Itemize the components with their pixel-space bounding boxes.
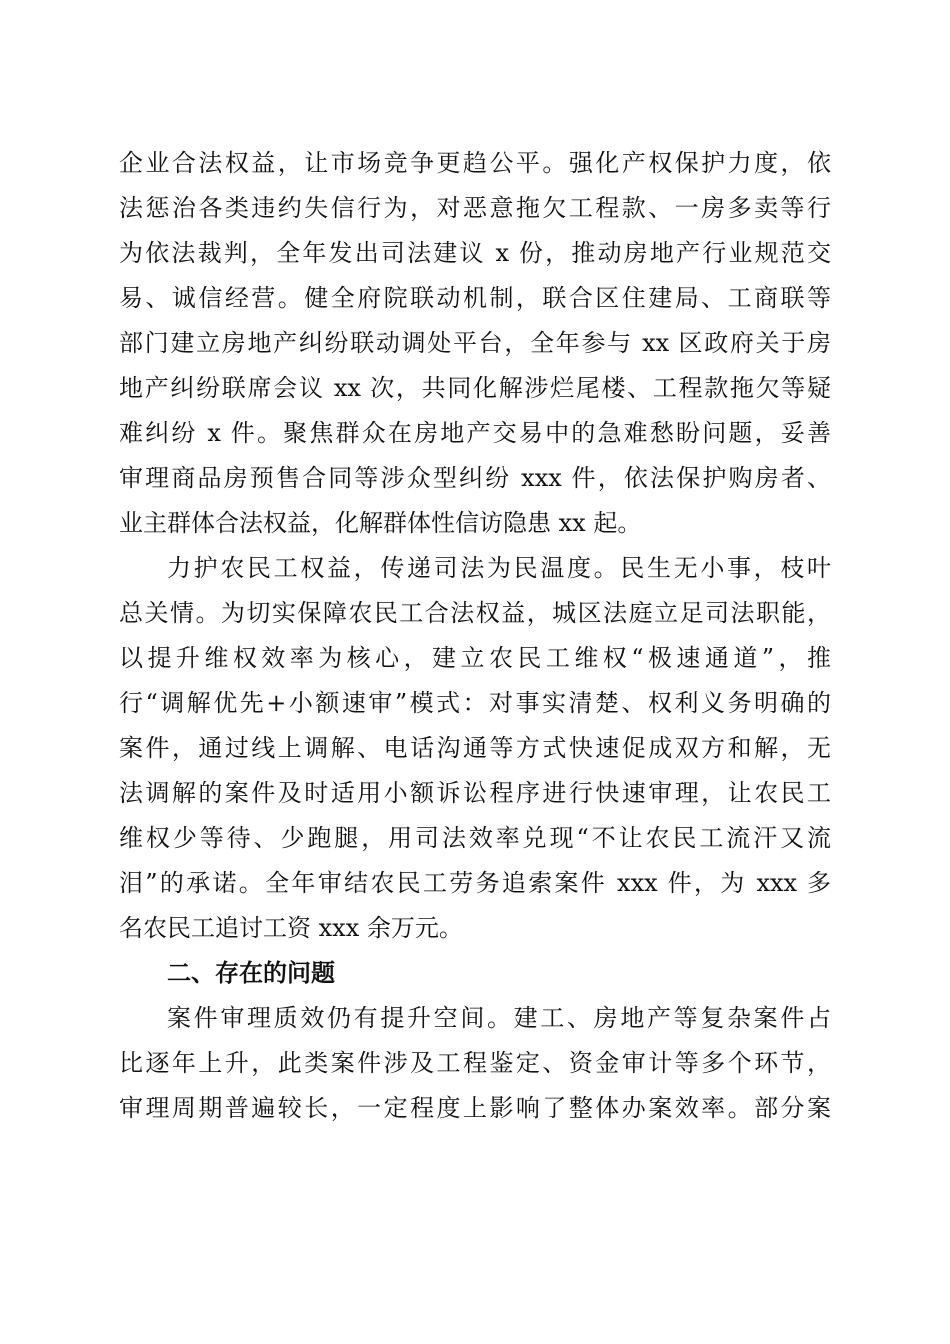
text-line: 部门建立房地产纠纷联动调处平台，全年参与 xx 区政府关于房	[119, 329, 831, 357]
document-body	[119, 141, 831, 1131]
text-line: 为依法裁判，全年发出司法建议 x 份，推动房地产行业规范交	[119, 239, 831, 267]
text-line: 总关情。为切实保障农民工合法权益，城区法庭立足司法职能，	[119, 599, 831, 627]
paragraph-existing-problems	[119, 996, 831, 1131]
paragraph-migrant-workers	[119, 546, 831, 951]
text-line: 维权少等待、少跑腿，用司法效率兑现“不让农民工流汗又流	[119, 824, 831, 852]
text-line: 法惩治各类违约失信行为，对恶意拖欠工程款、一房多卖等行	[119, 194, 831, 222]
text-line: 以提升维权效率为核心，建立农民工维权“极速通道”，推	[119, 644, 831, 672]
text-line: 审理周期普遍较长，一定程度上影响了整体办案效率。部分案	[119, 1094, 831, 1122]
text-line: 行“调解优先+小额速审”模式：对事实清楚、权利义务明确的	[119, 689, 831, 717]
text-line: 案件审理质效仍有提升空间。建工、房地产等复杂案件占	[167, 1004, 831, 1032]
text-line: 泪”的承诺。全年审结农民工劳务追索案件 xxx 件，为 xxx 多	[119, 869, 831, 897]
text-line: 比逐年上升，此类案件涉及工程鉴定、资金审计等多个环节，	[119, 1049, 831, 1077]
text-line: 法调解的案件及时适用小额诉讼程序进行快速审理，让农民工	[119, 779, 831, 807]
text-line: 力护农民工权益，传递司法为民温度。民生无小事，枝叶	[167, 554, 831, 582]
text-line: 案件，通过线上调解、电话沟通等方式快速促成双方和解，无	[119, 734, 831, 762]
text-line: 企业合法权益，让市场竞争更趋公平。强化产权保护力度，依	[119, 149, 831, 177]
paragraph-property-rights	[119, 141, 831, 546]
section-heading: 二、存在的问题	[167, 959, 335, 987]
text-line: 名农民工追讨工资 xxx 余万元。	[119, 914, 463, 942]
text-line: 难纠纷 x 件。聚焦群众在房地产交易中的急难愁盼问题，妥善	[119, 419, 831, 447]
text-line: 业主群体合法权益，化解群体性信访隐患 xx 起。	[119, 509, 642, 537]
text-line: 地产纠纷联席会议 xx 次，共同化解涉烂尾楼、工程款拖欠等疑	[119, 374, 831, 402]
text-line: 审理商品房预售合同等涉众型纠纷 xxx 件，依法保护购房者、	[119, 464, 831, 492]
text-line: 易、诚信经营。健全府院联动机制，联合区住建局、工商联等	[119, 284, 831, 312]
